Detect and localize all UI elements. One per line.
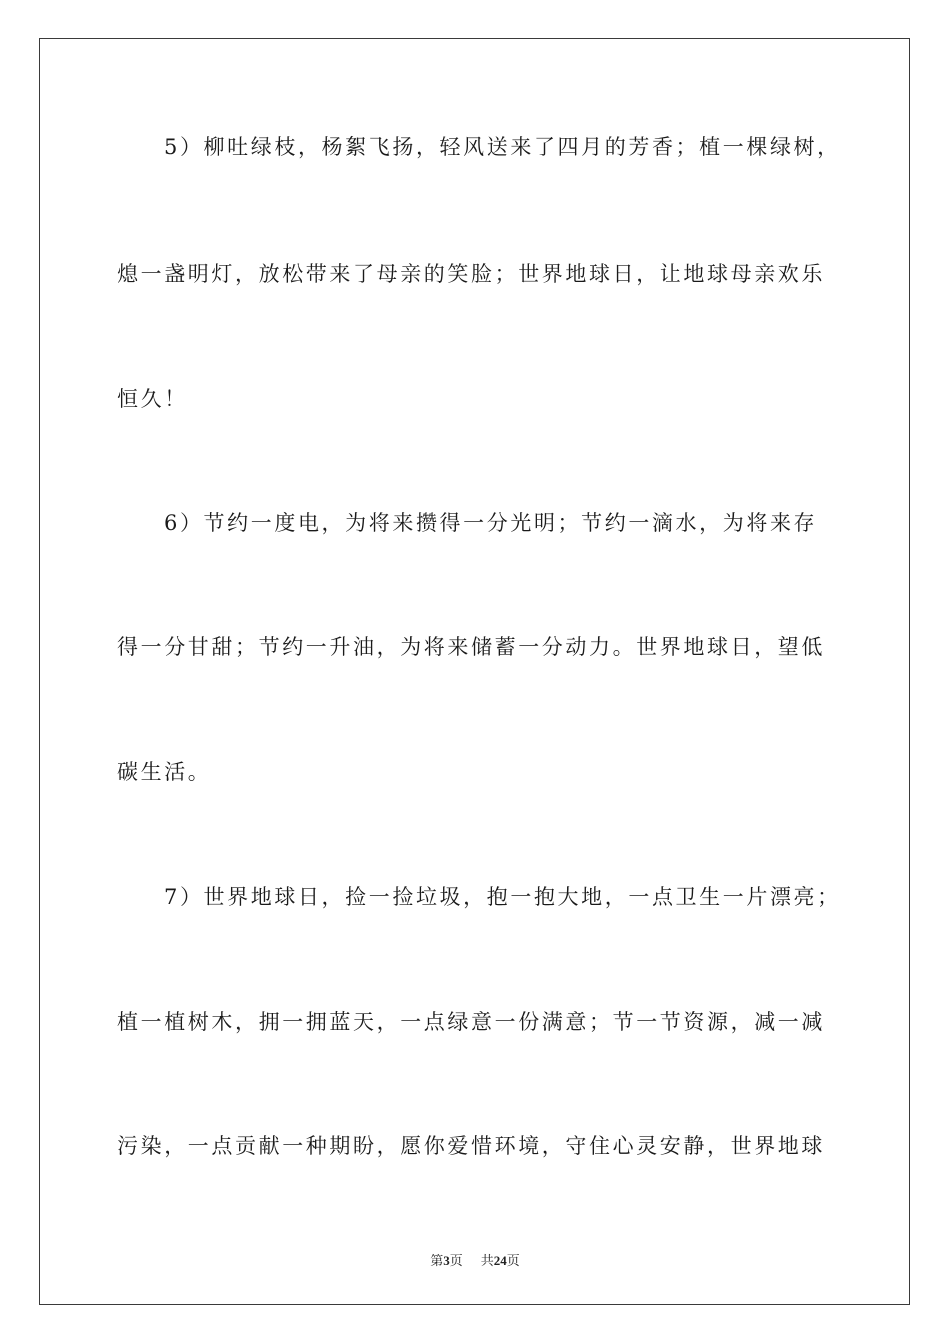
text-line: 污染，一点贡献一种期盼，愿你爱惜环境，守住心灵安静，世界地球 [117,1134,825,1158]
total-prefix: 共 [480,1253,494,1268]
page-prefix: 第 [430,1253,444,1268]
text-line: 7）世界地球日，捡一捡垃圾，抱一抱大地，一点卫生一片漂亮； [164,885,841,909]
total-pages: 24 [493,1253,507,1268]
text-line: 恒久！ [117,387,188,411]
page-suffix: 页 [449,1253,463,1268]
text-line: 碳生活。 [117,760,212,784]
page-border [39,38,910,1305]
text-line: 熄一盏明灯，放松带来了母亲的笑脸；世界地球日，让地球母亲欢乐 [117,262,825,286]
total-suffix: 页 [506,1253,520,1268]
page-footer [0,1250,950,1269]
page-number: 3 [443,1253,450,1268]
text-line: 6）节约一度电，为将来攒得一分光明；节约一滴水，为将来存 [164,511,818,535]
text-line: 植一植树木，拥一拥蓝天，一点绿意一份满意；节一节资源，减一减 [117,1010,825,1034]
text-line: 得一分甘甜；节约一升油，为将来储蓄一分动力。世界地球日，望低 [117,635,825,659]
text-line: 5）柳吐绿枝，杨絮飞扬，轻风送来了四月的芳香；植一棵绿树， [164,135,841,159]
